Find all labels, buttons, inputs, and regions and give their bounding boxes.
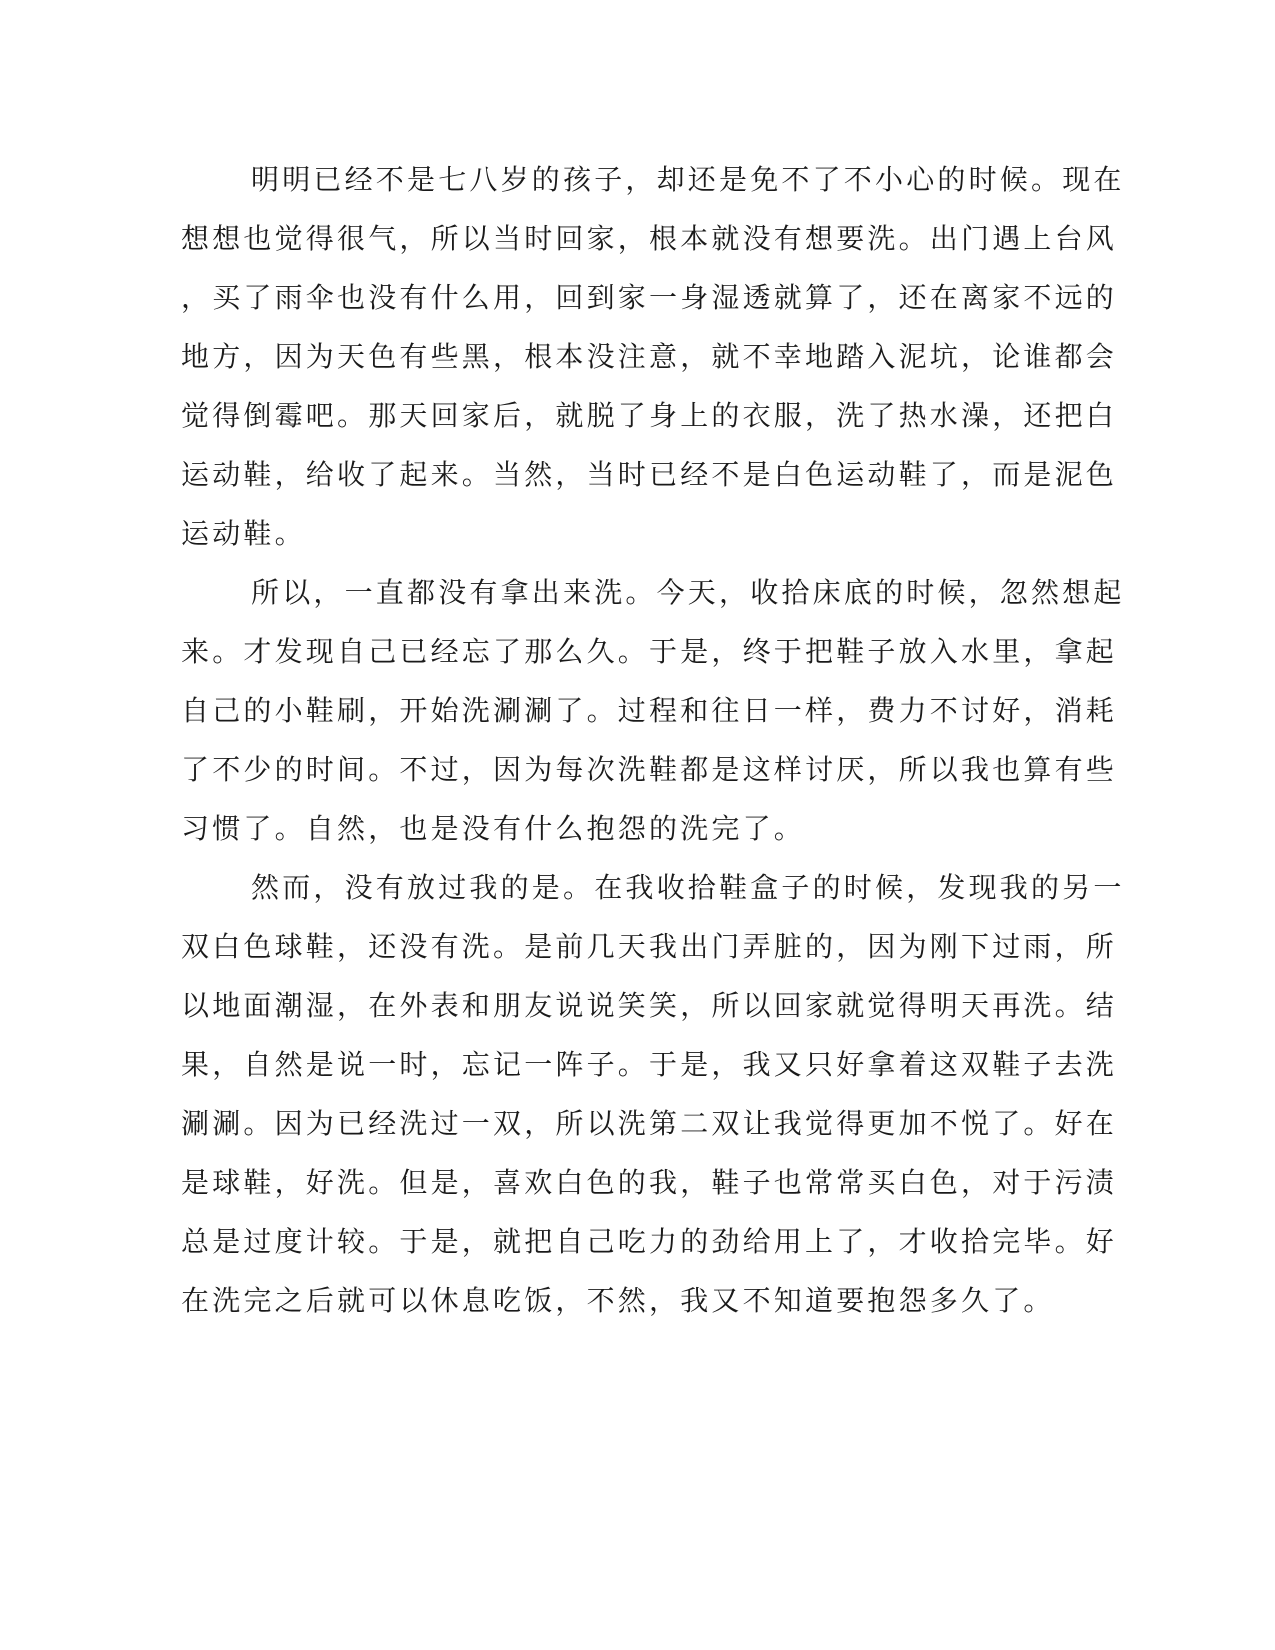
paragraph-2-line-5: 习惯了。自然，也是没有什么抱怨的洗完了。 bbox=[181, 812, 806, 845]
paragraph-3-line-7: 总是过度计较。于是，就把自己吃力的劲给用上了，才收拾完毕。好 bbox=[181, 1225, 1118, 1258]
paragraph-1-line-5: 觉得倒霉吧。那天回家后，就脱了身上的衣服，洗了热水澡，还把白 bbox=[181, 399, 1118, 432]
paragraph-2-line-1: 所以，一直都没有拿出来洗。今天，收拾床底的时候，忽然想起 bbox=[251, 576, 1125, 609]
paragraph-2-line-3: 自己的小鞋刷，开始洗涮涮了。过程和往日一样，费力不讨好，消耗 bbox=[181, 694, 1118, 727]
paragraph-1-line-3: ，买了雨伞也没有什么用，回到家一身湿透就算了，还在离家不远的 bbox=[181, 281, 1118, 314]
paragraph-1-line-1: 明明已经不是七八岁的孩子，却还是免不了不小心的时候。现在 bbox=[251, 163, 1125, 196]
document-body bbox=[181, 150, 1125, 1330]
paragraph-3-line-6: 是球鞋，好洗。但是，喜欢白色的我，鞋子也常常买白色，对于污渍 bbox=[181, 1166, 1118, 1199]
paragraph-3-line-8: 在洗完之后就可以休息吃饭，不然，我又不知道要抱怨多久了。 bbox=[181, 1284, 1055, 1317]
paragraph-3-line-4: 果，自然是说一时，忘记一阵子。于是，我又只好拿着这双鞋子去洗 bbox=[181, 1048, 1118, 1081]
paragraph-2-line-2: 来。才发现自己已经忘了那么久。于是，终于把鞋子放入水里，拿起 bbox=[181, 635, 1118, 668]
paragraph-3-line-3: 以地面潮湿，在外表和朋友说说笑笑，所以回家就觉得明天再洗。结 bbox=[181, 989, 1118, 1022]
paragraph-2-line-4: 了不少的时间。不过，因为每次洗鞋都是这样讨厌，所以我也算有些 bbox=[181, 753, 1118, 786]
paragraph-1-line-7: 运动鞋。 bbox=[181, 517, 306, 550]
paragraph-1-line-6: 运动鞋，给收了起来。当然，当时已经不是白色运动鞋了，而是泥色 bbox=[181, 458, 1118, 491]
paragraph-3-line-2: 双白色球鞋，还没有洗。是前几天我出门弄脏的，因为刚下过雨，所 bbox=[181, 930, 1118, 963]
paragraph-1-line-2: 想想也觉得很气，所以当时回家，根本就没有想要洗。出门遇上台风 bbox=[181, 222, 1118, 255]
paragraph-1-line-4: 地方，因为天色有些黑，根本没注意，就不幸地踏入泥坑，论谁都会 bbox=[181, 340, 1118, 373]
paragraph-3-line-1: 然而，没有放过我的是。在我收拾鞋盒子的时候，发现我的另一 bbox=[251, 871, 1125, 904]
paragraph-3-line-5: 涮涮。因为已经洗过一双，所以洗第二双让我觉得更加不悦了。好在 bbox=[181, 1107, 1118, 1140]
